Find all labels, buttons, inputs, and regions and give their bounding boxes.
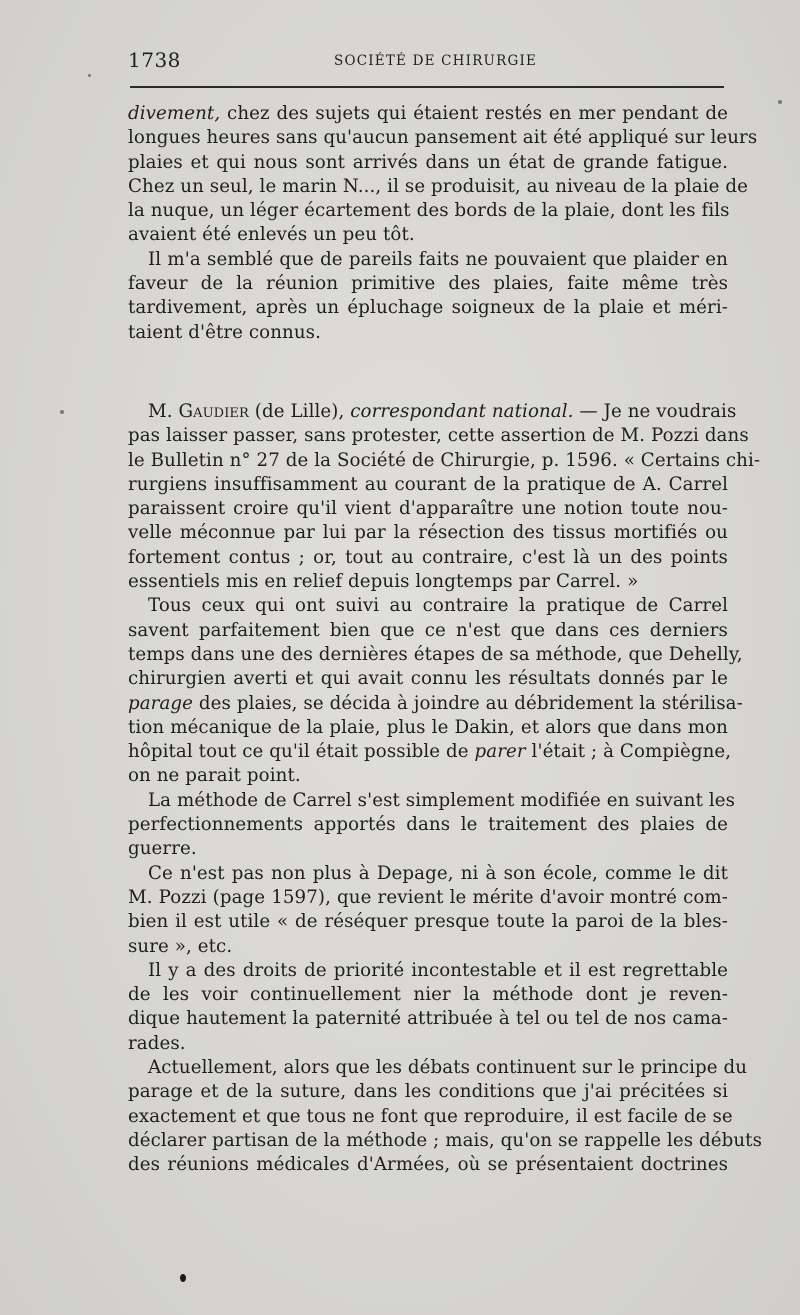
- text-line: guerre.: [128, 838, 197, 860]
- text-line: des réunions médicales d'Armées, où se présentaient doctrines: [128, 1154, 728, 1176]
- text-line: plaies et qui nous sont arrivés dans un état de grande fatigue.: [128, 151, 728, 173]
- text-line: exactement et que tous ne font que reproduire, il est facile de se: [128, 1105, 733, 1127]
- text-line: Il m'a semblé que de pareils faits ne pouvaient que plaider en: [148, 248, 728, 270]
- page-number: 1738: [128, 48, 181, 72]
- text-line: Tous ceux qui ont suivi au contraire la pratique de Carrel: [148, 595, 728, 617]
- text-line: tion mécanique de la plaie, plus le Dakin, et alors que dans mon: [128, 716, 728, 738]
- ink-speck: [88, 74, 91, 77]
- text-block-gaudier: [128, 400, 763, 1178]
- text-block-previous-speaker: [128, 102, 758, 345]
- text-line: Chez un seul, le marin N..., il se produisit, au niveau de la plaie de: [128, 175, 748, 197]
- page-header: [128, 44, 726, 74]
- text-line: La méthode de Carrel s'est simplement modifiée en suivant les: [148, 789, 736, 811]
- text-line: pas laisser passer, sans protester, cette assertion de M. Pozzi dans: [128, 425, 749, 447]
- text-line: savent parfaitement bien que ce n'est que dans ces derniers: [128, 619, 728, 641]
- text-line: déclarer partisan de la méthode ; mais, qu'on se rappelle les débuts: [128, 1129, 763, 1151]
- text-line: le Bulletin n° 27 de la Société de Chirurgie, p. 1596. « Certains chi-: [128, 449, 761, 471]
- text-line: la nuque, un léger écartement des bords de la plaie, dont les fils: [128, 200, 730, 222]
- ink-speck: [60, 410, 64, 414]
- text-line: fortement contus ; or, tout au contraire, c'est là un des points: [128, 546, 728, 568]
- text-line: M. Pozzi (page 1597), que revient le mérite d'avoir montré com-: [128, 886, 728, 908]
- text-line: parage et de la suture, dans les conditions que j'ai précitées si: [128, 1081, 728, 1103]
- speaker-line: M. Gaudier (de Lille), correspondant national. — Je ne voudrais: [148, 401, 737, 422]
- header-rule: [130, 86, 724, 88]
- text-line: essentiels mis en relief depuis longtemps par Carrel. »: [128, 571, 639, 593]
- text-line: Il y a des droits de priorité incontestable et il est regrettable: [148, 959, 728, 981]
- text-line: Actuellement, alors que les débats continuent sur le principe du: [148, 1057, 748, 1079]
- text-line: paraissent croire qu'il vient d'apparaître une notion toute nou-: [128, 498, 728, 520]
- text-line: parage des plaies, se décida à joindre au débridement la stérilisa-: [128, 692, 743, 714]
- text-line: bien il est utile « de réséquer presque toute la paroi de la bles-: [128, 911, 728, 933]
- text-line: Ce n'est pas non plus à Depage, ni à son école, comme le dit: [148, 862, 728, 884]
- text-line: perfectionnements apportés dans le traitement des plaies de: [128, 814, 728, 836]
- text-line: longues heures sans qu'aucun pansement ait été appliqué sur leurs: [128, 127, 758, 149]
- speaker-name: Gaudier: [178, 401, 249, 422]
- text-line: avaient été enlevés un peu tôt.: [128, 224, 415, 246]
- text-line: dique hautement la paternité attribuée à tel ou tel de nos cama-: [128, 1008, 728, 1030]
- ink-speck: [778, 100, 782, 104]
- running-title: SOCIÉTÉ DE CHIRURGIE: [334, 53, 538, 69]
- text-line: taient d'être connus.: [128, 321, 321, 343]
- text-line: de les voir continuellement nier la méthode dont je reven-: [128, 984, 728, 1006]
- text-line: temps dans une des dernières étapes de sa méthode, que Dehelly,: [128, 643, 743, 665]
- text-line: faveur de la réunion primitive des plaies, faite même très: [128, 273, 728, 295]
- text-line: rades.: [128, 1032, 186, 1054]
- text-line: hôpital tout ce qu'il était possible de parer l'était ; à Compiègne,: [128, 741, 732, 763]
- text-line: rurgiens insuffisamment au courant de la pratique de A. Carrel: [128, 473, 728, 495]
- text-line: divement, chez des sujets qui étaient restés en mer pendant de: [128, 103, 728, 124]
- ink-spot: [180, 1274, 186, 1282]
- text-line: sure », etc.: [128, 935, 233, 957]
- speaker-role: correspondant national.: [350, 401, 574, 422]
- text-line: on ne parait point.: [128, 765, 301, 787]
- text-line: velle méconnue par lui par la résection des tissus mortifiés ou: [128, 522, 728, 544]
- text-line: chirurgien averti et qui avait connu les résultats donnés par le: [128, 668, 728, 690]
- text-line: tardivement, après un épluchage soigneux de la plaie et méri-: [128, 297, 728, 319]
